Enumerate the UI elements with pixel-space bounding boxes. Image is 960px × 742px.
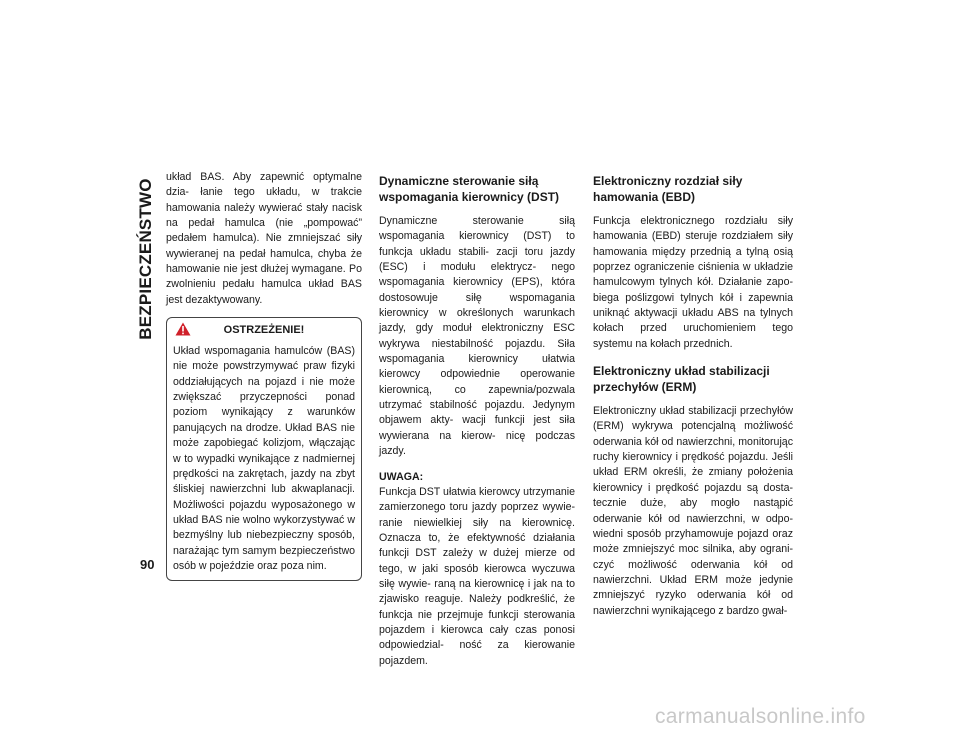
warning-title: OSTRZEŻENIE! — [223, 324, 305, 337]
dst-body: Dynamiczne sterowanie siłą wspomagania kierownicy (DST) to funkcja układu stabili- zacji toru jazdy (ESC) i modułu elektrycz- nego wspomagania kierownicy (EPS), która dostosowuje siłę wspomagania kierownicy w określonych warunkach jazdy, gdy moduł elektroniczny ESC wykrywa niestabilność pojazdu. Siła wspomagania kierownicy ułatwia kierowcy odpowiednie operowanie kierownicą, co zapewnia/pozwala utrzymać stabilność pojazdu. Jedynym objawem akty- wacji funkcji jest siła wywierana na kierow- nicę podczas jazdy. — [379, 215, 575, 458]
column-1 — [166, 170, 362, 581]
dst-heading: Dynamiczne sterowanie siłą wspomagania kierownicy (DST) — [379, 174, 560, 204]
warning-box — [166, 317, 362, 581]
note-body: Funkcja DST ułatwia kierowcy utrzymanie zamierzonego toru jazdy poprzez wywie- ranie niewielkiej siły na kierownicę. Oznacza to, że efektywność działania funkcji DST zależy w dużej mierze od tego, w jaki sposób kierowca wyczuwa siłę wywie- raną na kierownicę i jak na to zjawisko reaguje. Należy podkreślić, że funkcja nie przejmuje funkcji sterowania pojazdem i kierowca cały czas ponosi odpowiedzial- ność za kierowanie pojazdem. — [379, 485, 575, 667]
page-number: 90 — [140, 557, 155, 572]
section-side-label — [134, 176, 158, 342]
erm-body: Elektroniczny układ stabilizacji przechyłów (ERM) wykrywa potencjalną możliwość oderwania kół od nawierzchni, monitorując ruchy kierownicy i prędkość pojazdu. Jeśli układ ERM określi, że zmiany położenia kierownicy i prędkość pojazdu są dosta- tecznie duże, aby mogło nastąpić oderwanie kół od nawierzchni, w odpo- wiedni sposób przyhamowuje pojazd oraz może zmniejszyć moc silnika, aby ograni- czyć możliwość oderwania kół od nawierzchni. Układ ERM może jedynie zmniejszyć ryzyko oderwania kół od nawierzchni wynikającego z bardzo gwał- — [593, 405, 793, 617]
section-side-label-text: BEZPIECZEŃSTWO — [136, 178, 155, 340]
note-title: UWAGA: — [379, 470, 424, 483]
erm-heading: Elektroniczny układ stabilizacji przechyłów (ERM) — [593, 364, 770, 395]
column-3 — [593, 173, 793, 619]
column-2 — [379, 173, 575, 669]
ebd-body: Funkcja elektronicznego rozdziału siły hamowania (EBD) steruje rozdziałem siły hamowania między przednią a tylną osią poprzez ograniczenie ciśnienia w układzie hamulcowym tylnych kół. Działanie zapo- biega poślizgowi tylnych kół i zapewnia uniknąć aktywacji układu ABS na tylnych kołach przed uruchomieniem tego systemu na kołach przednich. — [593, 215, 793, 350]
bas-intro-paragraph: układ BAS. Aby zapewnić optymalne dzia- łanie tego układu, w trakcie hamowania należy wywierać stały nacisk na pedał hamulca (nie „pompować” pedałem hamulca). Nie zmniejszać siły wywieranej na pedał hamulca, chyba że hamowanie nie jest dłużej wymagane. Po zwolnieniu pedału hamulca układ BAS jest dezaktywowany. — [166, 171, 362, 306]
warning-header — [173, 318, 355, 344]
watermark: carmanualsonline.info — [655, 705, 866, 728]
ebd-heading: Elektroniczny rozdział siły hamowania (EBD) — [593, 174, 743, 204]
warning-text: Układ wspomagania hamulców (BAS) nie może powstrzymywać praw fizyki oddziałujących na pojazd i nie może zwiększać przyczepności ponad poziom wynikający z warunków panujących na drodze. Układ BAS nie może zapobiegać kolizjom, włączając w to wypadki wynikające z nadmiernej prędkości na zakrętach, jazdy na zbyt śliskiej nawierzchni lub akwaplanacji. Możliwości pojazdu wyposażonego w układ BAS nie wolno wykorzystywać w bezmyślny lub niebezpieczny sposób, narażając tym samym bezpieczeństwo osób w pojeździe oraz poza nim. — [173, 345, 355, 572]
warning-triangle-icon — [175, 322, 191, 336]
